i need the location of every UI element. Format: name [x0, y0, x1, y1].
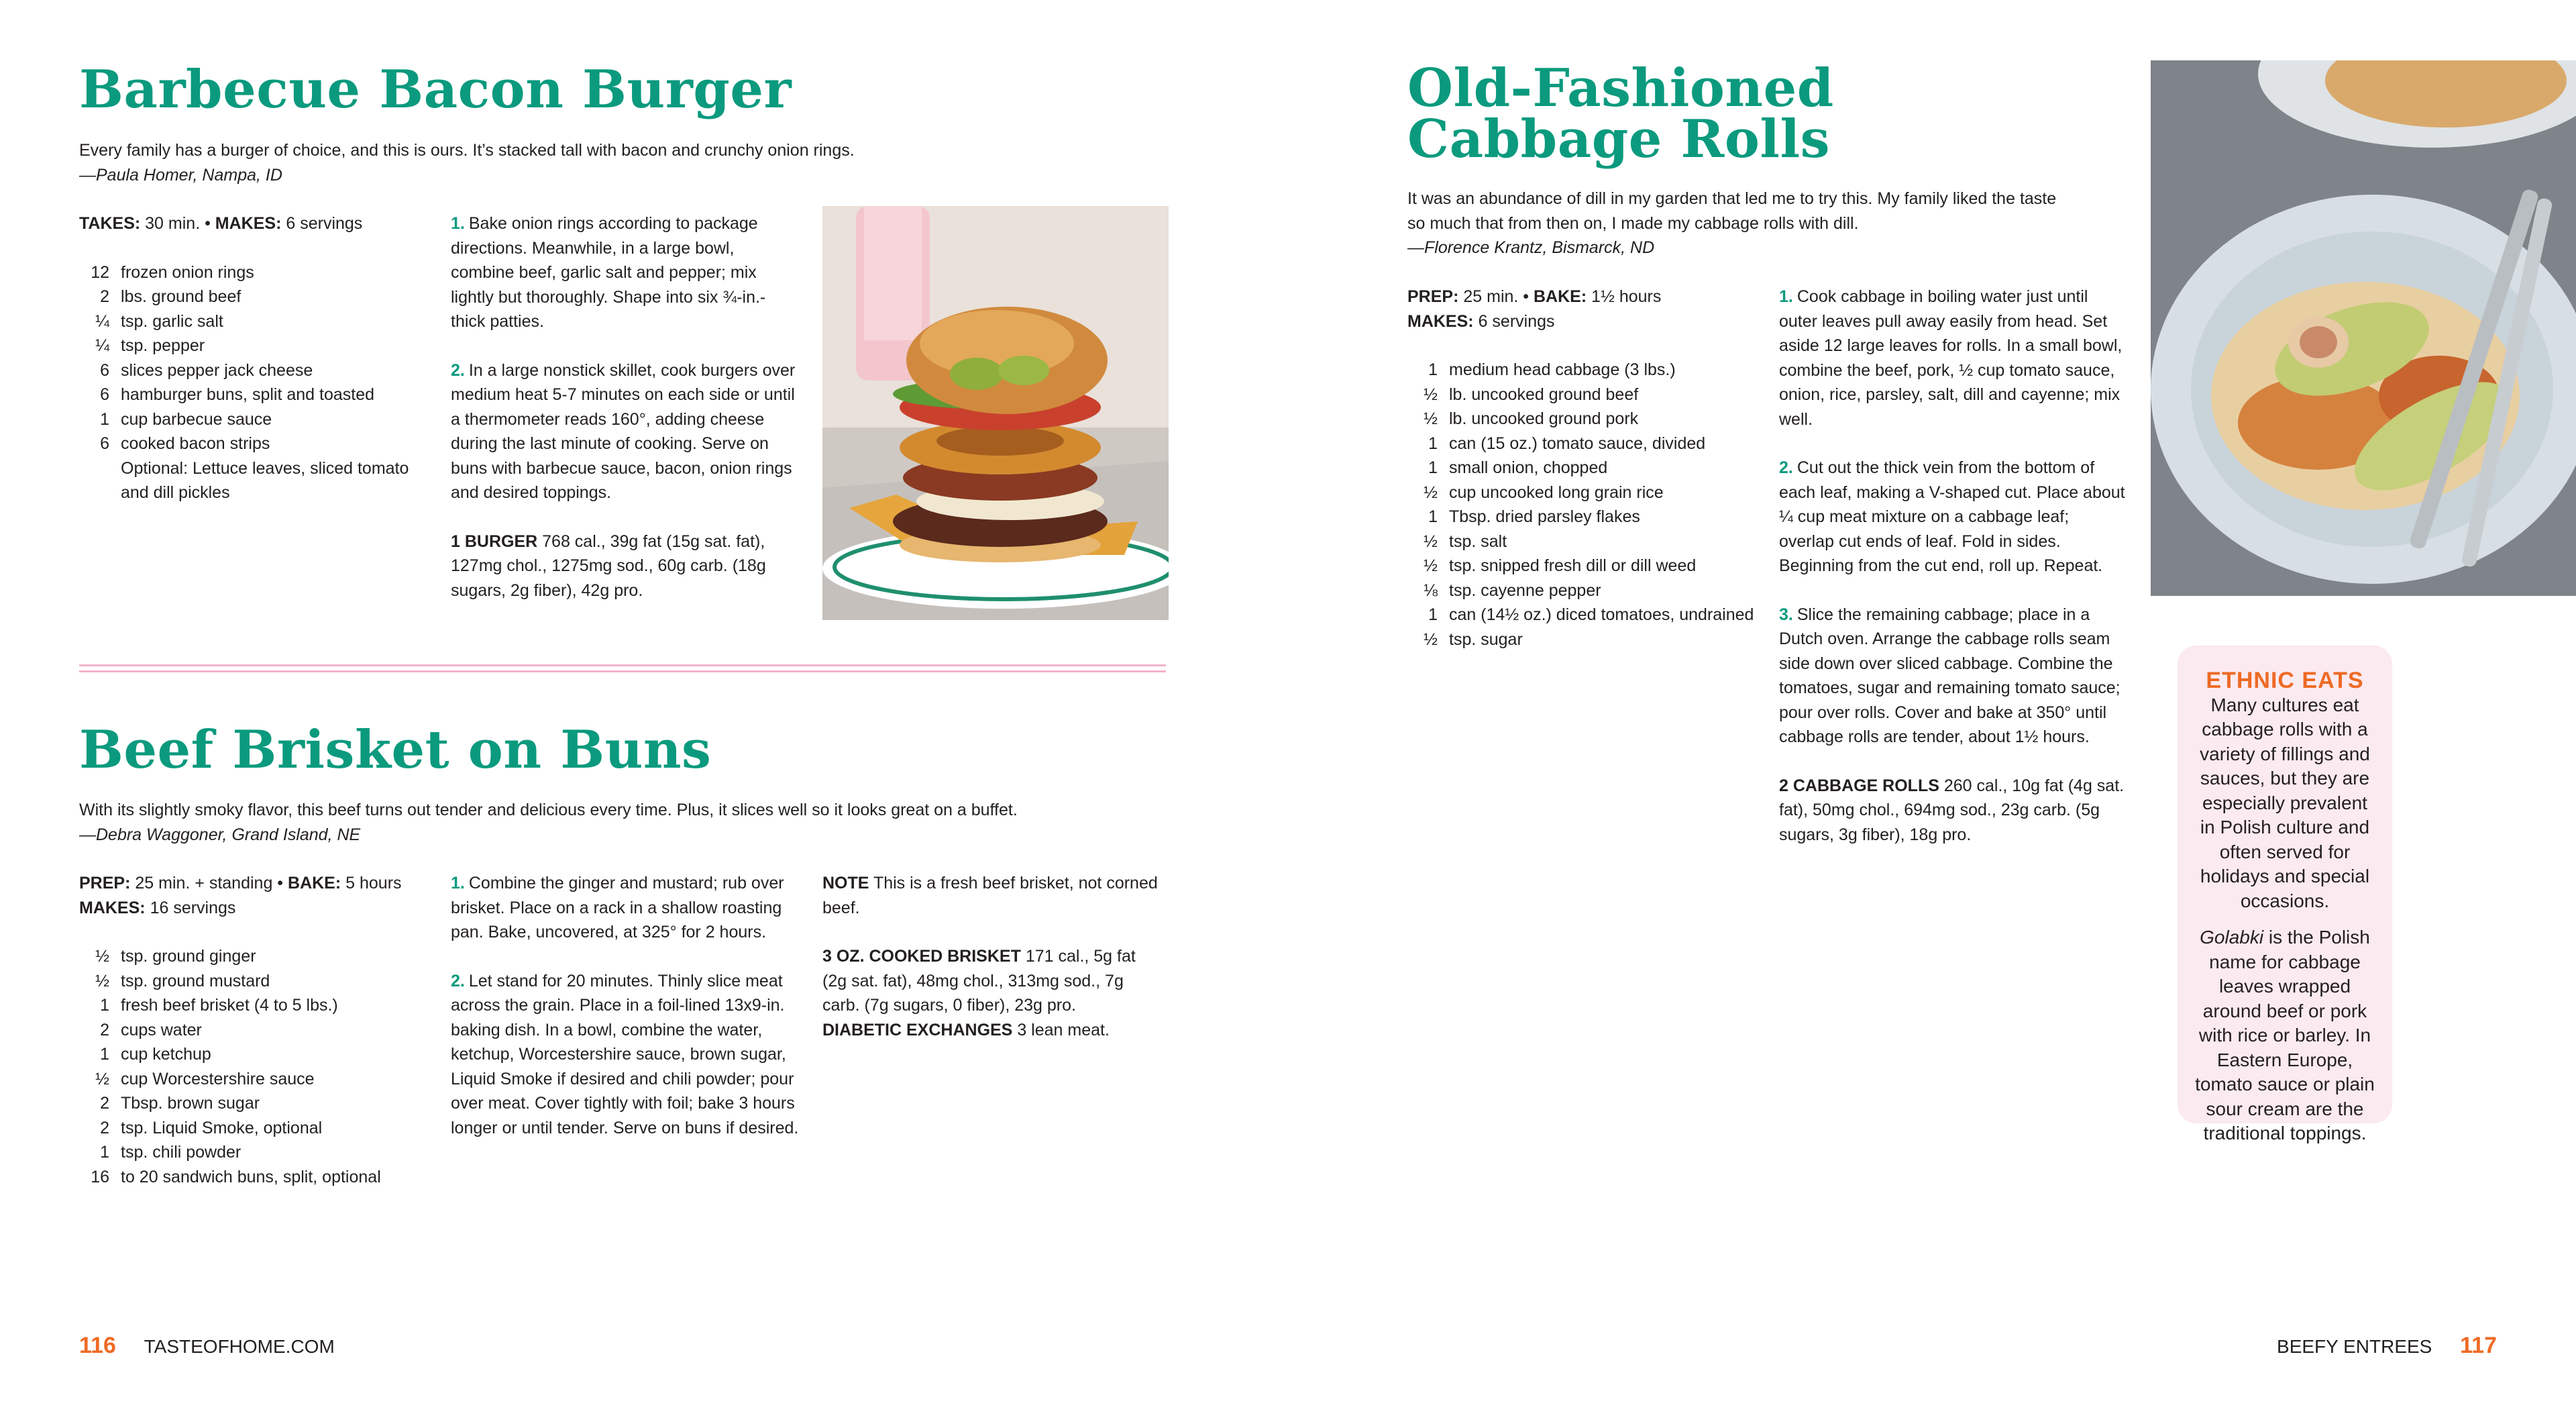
- brisket-intro: With its slightly smoky flavor, this beef turns out tender and delicious every time. Plus, it slices well so it looks great on a buffet. —Debra Waggoner, Grand Island, NE: [79, 798, 1166, 847]
- ingredient-text: tsp. sugar: [1449, 629, 1523, 649]
- ingredient-quantity: 1: [1428, 605, 1438, 624]
- ingredient-text: cup Worcestershire sauce: [121, 1069, 315, 1088]
- ingredient-item: [79, 993, 428, 1018]
- ethnic-eats-sidebar: [2178, 646, 2392, 1143]
- cabbage-illustration: [2151, 60, 2576, 596]
- ingredient-quantity: ½: [1424, 531, 1438, 551]
- ingredient-quantity: 1: [1428, 434, 1438, 453]
- ingredient-quantity: 2: [100, 1020, 109, 1039]
- ingredient-text: fresh beef brisket (4 to 5 lbs.): [121, 996, 338, 1015]
- brisket-author: —Debra Waggoner, Grand Island, NE: [79, 825, 361, 844]
- ingredient-item: [79, 285, 428, 309]
- cabbage-ingredient-list: [1407, 358, 1756, 652]
- ingredient-quantity: 1: [100, 409, 109, 429]
- cabbage-steps: [1779, 285, 2128, 750]
- ingredient-item: [79, 1140, 428, 1165]
- brisket-notes-column: [822, 871, 1158, 1042]
- ingredient-quantity: 6: [100, 385, 109, 404]
- ingredient-quantity: ½: [95, 971, 109, 990]
- ingredient-quantity: 1: [1428, 360, 1438, 379]
- brisket-ingredient-list: [79, 944, 428, 1189]
- cabbage-nutrition: 2 CABBAGE ROLLS 260 cal., 10g fat (4g sat. fat), 50mg chol., 694mg sod., 23g carb. (5g sugars, 3g fiber), 18g pro.: [1779, 776, 2125, 844]
- cabbage-intro: It was an abundance of dill in my garden that led me to try this. My family liked the taste so much that from then on, I made my cabbage rolls with dill. —Florence Krantz, Bismarck, ND: [1407, 187, 2078, 260]
- ingredient-item: [1407, 603, 1756, 627]
- burger-illustration: [822, 206, 1169, 620]
- ingredient-text: Tbsp. brown sugar: [121, 1094, 260, 1113]
- ingredient-text: tsp. pepper: [121, 336, 205, 355]
- ingredient-item: [79, 382, 428, 407]
- ingredient-text: Optional: Lettuce leaves, sliced tomato and dill pickles: [121, 458, 409, 502]
- ingredient-item: [1407, 407, 1756, 431]
- step-2: [451, 969, 800, 1141]
- brisket-prep-bake: PREP: 25 min. + standing • BAKE: 5 hours: [79, 874, 402, 892]
- cabbage-makes: MAKES: 6 servings: [1407, 311, 1555, 331]
- ingredient-text: tsp. cayenne pepper: [1449, 580, 1601, 600]
- ingredient-quantity: ¼: [95, 336, 109, 355]
- ingredient-quantity: 1: [100, 996, 109, 1015]
- cabbage-ingredients-column: [1407, 285, 1756, 652]
- cabbage-author: —Florence Krantz, Bismarck, ND: [1407, 238, 1655, 257]
- ingredient-quantity: 16: [91, 1167, 109, 1186]
- ingredient-text: can (14½ oz.) diced tomatoes, undrained: [1449, 605, 1754, 624]
- ingredient-item: [79, 260, 428, 285]
- brisket-note: NOTE This is a fresh beef brisket, not corned beef.: [822, 874, 1158, 917]
- brisket-makes: MAKES: 16 servings: [79, 898, 236, 917]
- cabbage-prep-bake: PREP: 25 min. • BAKE: 1½ hours: [1407, 287, 1662, 306]
- ingredient-text: tsp. chili powder: [121, 1143, 241, 1162]
- footer-left: [79, 1333, 335, 1360]
- ingredient-item: [79, 334, 428, 358]
- ingredient-text: to 20 sandwich buns, split, optional: [121, 1167, 381, 1186]
- ingredient-quantity: ½: [1424, 629, 1438, 649]
- ingredient-text: medium head cabbage (3 lbs.): [1449, 360, 1676, 379]
- brisket-steps-column: [451, 871, 800, 1164]
- ingredient-text: cup barbecue sauce: [121, 409, 272, 429]
- ingredient-item: [79, 358, 428, 383]
- burger-title: Barbecue Bacon Burger: [79, 59, 792, 120]
- ingredient-text: tsp. snipped fresh dill or dill weed: [1449, 556, 1697, 575]
- ingredient-quantity: ½: [1424, 482, 1438, 502]
- step-text: Bake onion rings according to package directions. Meanwhile, in a large bowl, combine beef, garlic salt and pepper; mix lightly but thoroughly. Shape into six ¾-in.-thick patties.: [451, 214, 766, 331]
- step-text: Cook cabbage in boiling water just until outer leaves pull away easily from head. Set aside 12 large leaves for rolls. In a small bowl, combine the beef, pork, ½ cup tomato sauce, onion, rice, parsley, salt, dill and cayenne; mix well.: [1779, 287, 2123, 429]
- cabbage-steps-column: [1779, 285, 2128, 847]
- step-1: [451, 871, 800, 945]
- section-name: BEEFY ENTREES: [2277, 1336, 2432, 1357]
- cabbage-photo: [2151, 60, 2576, 596]
- step-number: 2.: [451, 360, 465, 380]
- ingredient-item: [79, 407, 428, 432]
- step-number: 3.: [1779, 605, 1793, 624]
- ingredient-quantity: 1: [1428, 507, 1438, 526]
- burger-nutrition: 1 BURGER 768 cal., 39g fat (15g sat. fat), 127mg chol., 1275mg sod., 60g carb. (18g sugars, 2g fiber), 42g pro.: [451, 531, 766, 600]
- brisket-nutrition: 3 OZ. COOKED BRISKET 171 cal., 5g fat (2g sat. fat), 48mg chol., 313mg sod., 7g carb. (7g sugars, 0 fiber), 23g pro. DIABETIC EXCHANGES 3 lean meat.: [822, 947, 1136, 1039]
- section-divider: [79, 664, 1166, 672]
- ingredient-item: [79, 1018, 428, 1043]
- brisket-ingredients-column: [79, 871, 428, 1189]
- ingredient-text: cup uncooked long grain rice: [1449, 482, 1664, 502]
- ingredient-item: [1407, 554, 1756, 578]
- ingredient-item: [79, 1067, 428, 1092]
- burger-photo: [822, 206, 1169, 620]
- page-number-left: 116: [79, 1333, 116, 1358]
- ingredient-quantity: 6: [100, 360, 109, 380]
- ingredient-text: lb. uncooked ground pork: [1449, 409, 1639, 428]
- brisket-steps: [451, 871, 800, 1140]
- burger-author: —Paula Homer, Nampa, ID: [79, 165, 282, 185]
- step-number: 1.: [451, 874, 465, 892]
- ingredient-quantity: ⅛: [1424, 580, 1438, 600]
- step-1: [1779, 285, 2128, 431]
- ingredient-quantity: 2: [100, 287, 109, 306]
- ingredient-text: small onion, chopped: [1449, 458, 1608, 477]
- burger-takes-makes: TAKES: 30 min. • MAKES: 6 servings: [79, 214, 363, 233]
- ingredient-quantity: ¼: [95, 311, 109, 331]
- ingredient-quantity: 12: [91, 262, 109, 282]
- step-text: In a large nonstick skillet, cook burgers over medium heat 5-7 minutes on each side or until a thermometer reads 160°, adding cheese during the last minute of cooking. Serve on buns with barbecue sauce, bacon, onion rings and desired toppings.: [451, 360, 796, 502]
- step-2: [451, 358, 800, 505]
- ingredient-text: frozen onion rings: [121, 262, 254, 282]
- ingredient-quantity: 1: [1428, 458, 1438, 477]
- ingredient-item: [79, 969, 428, 994]
- ingredient-text: Tbsp. dried parsley flakes: [1449, 507, 1640, 526]
- ingredient-quantity: ½: [95, 947, 109, 966]
- burger-ingredient-list: [79, 260, 428, 505]
- cabbage-title: Old-Fashioned Cabbage Rolls: [1407, 58, 1834, 170]
- ingredient-text: tsp. garlic salt: [121, 311, 223, 331]
- ingredient-text: tsp. salt: [1449, 531, 1507, 551]
- ingredient-item: [79, 1091, 428, 1116]
- footer-right: [2277, 1333, 2497, 1360]
- burger-steps-column: [451, 211, 800, 603]
- ingredient-item: [1407, 358, 1756, 382]
- ingredient-item: [79, 944, 428, 969]
- ingredient-quantity: 2: [100, 1094, 109, 1113]
- step-number: 2.: [451, 971, 465, 990]
- ingredient-text: cooked bacon strips: [121, 434, 270, 453]
- ingredient-item: [1407, 456, 1756, 480]
- ingredient-text: can (15 oz.) tomato sauce, divided: [1449, 434, 1706, 453]
- ingredient-item: [1407, 627, 1756, 652]
- ingredient-quantity: 2: [100, 1118, 109, 1137]
- ingredient-text: tsp. ground mustard: [121, 971, 270, 990]
- ingredient-item: [1407, 480, 1756, 505]
- ingredient-item: [1407, 431, 1756, 456]
- step-text: Cut out the thick vein from the bottom of each leaf, making a V-shaped cut. Place about ¼ cup meat mixture on a cabbage leaf; overlap cut ends of leaf. Fold in sides. Beginning from the cut end, roll up. Repeat.: [1779, 458, 2125, 575]
- ingredient-item: [1407, 382, 1756, 407]
- brisket-title: Beef Brisket on Buns: [79, 719, 712, 780]
- ingredient-item: [1407, 505, 1756, 529]
- step-text: Combine the ginger and mustard; rub over brisket. Place on a rack in a shallow roasting pan. Bake, uncovered, at 325° for 2 hours.: [451, 874, 784, 941]
- ingredient-item: [79, 456, 428, 505]
- ingredient-quantity: ½: [95, 1069, 109, 1088]
- step-3: [1779, 603, 2128, 750]
- ingredient-text: tsp. ground ginger: [121, 947, 256, 966]
- ingredient-text: tsp. Liquid Smoke, optional: [121, 1118, 323, 1137]
- sidebar-paragraph-1: Many cultures eat cabbage rolls with a variety of fillings and sauces, but they are especially prevalent in Polish culture and often served for holidays and special occasions.: [2200, 694, 2370, 911]
- ingredient-item: [1407, 529, 1756, 554]
- step-number: 2.: [1779, 458, 1793, 477]
- step-number: 1.: [1779, 287, 1793, 306]
- ingredient-quantity: 6: [100, 434, 109, 453]
- burger-steps: [451, 211, 800, 505]
- ingredient-text: lbs. ground beef: [121, 287, 241, 306]
- ingredient-text: slices pepper jack cheese: [121, 360, 313, 380]
- ingredient-item: [79, 1042, 428, 1067]
- burger-intro: Every family has a burger of choice, and this is ours. It’s stacked tall with bacon and crunchy onion rings. —Paula Homer, Nampa, ID: [79, 138, 1152, 187]
- ingredient-item: [79, 1165, 428, 1190]
- ingredient-quantity: ½: [1424, 385, 1438, 404]
- step-2: [1779, 456, 2128, 578]
- ingredient-text: hamburger buns, split and toasted: [121, 385, 375, 404]
- ingredient-text: lb. uncooked ground beef: [1449, 385, 1639, 404]
- sidebar-paragraph-2: Golabki is the Polish name for cabbage leaves wrapped around beef or pork with rice or barley. In Eastern Europe, tomato sauce or plain sour cream are the traditional toppings.: [2195, 927, 2375, 1143]
- ingredient-quantity: 1: [100, 1143, 109, 1162]
- step-text: Let stand for 20 minutes. Thinly slice meat across the grain. Place in a foil-lined 13x9-in. baking dish. In a bowl, combine the water, ketchup, Worcestershire sauce, brown sugar, Liquid Smoke if desired and chili powder; pour over meat. Cover tightly with foil; bake 3 hours longer or until tender. Serve on buns if desired.: [451, 971, 799, 1137]
- ingredient-item: [79, 309, 428, 334]
- ingredient-quantity: ½: [1424, 556, 1438, 575]
- ingredient-text: cups water: [121, 1020, 202, 1039]
- ingredient-item: [79, 431, 428, 456]
- ingredient-text: cup ketchup: [121, 1045, 211, 1064]
- burger-ingredients-column: [79, 211, 428, 505]
- step-number: 1.: [451, 214, 465, 233]
- site-url: TASTEOFHOME.COM: [144, 1336, 335, 1357]
- ingredient-item: [1407, 578, 1756, 603]
- step-text: Slice the remaining cabbage; place in a Dutch oven. Arrange the cabbage rolls seam side down over sliced cabbage. Combine the tomatoes, sugar and remaining tomato sauce; pour over rolls. Cover and bake at 350° until cabbage rolls are tender, about 1½ hours.: [1779, 605, 2121, 746]
- ingredient-item: [79, 1116, 428, 1141]
- ingredient-quantity: ½: [1424, 409, 1438, 428]
- sidebar-heading: ETHNIC EATS: [2206, 668, 2364, 693]
- ingredient-quantity: 1: [100, 1045, 109, 1064]
- page-number-right: 117: [2460, 1333, 2497, 1358]
- step-1: [451, 211, 800, 334]
